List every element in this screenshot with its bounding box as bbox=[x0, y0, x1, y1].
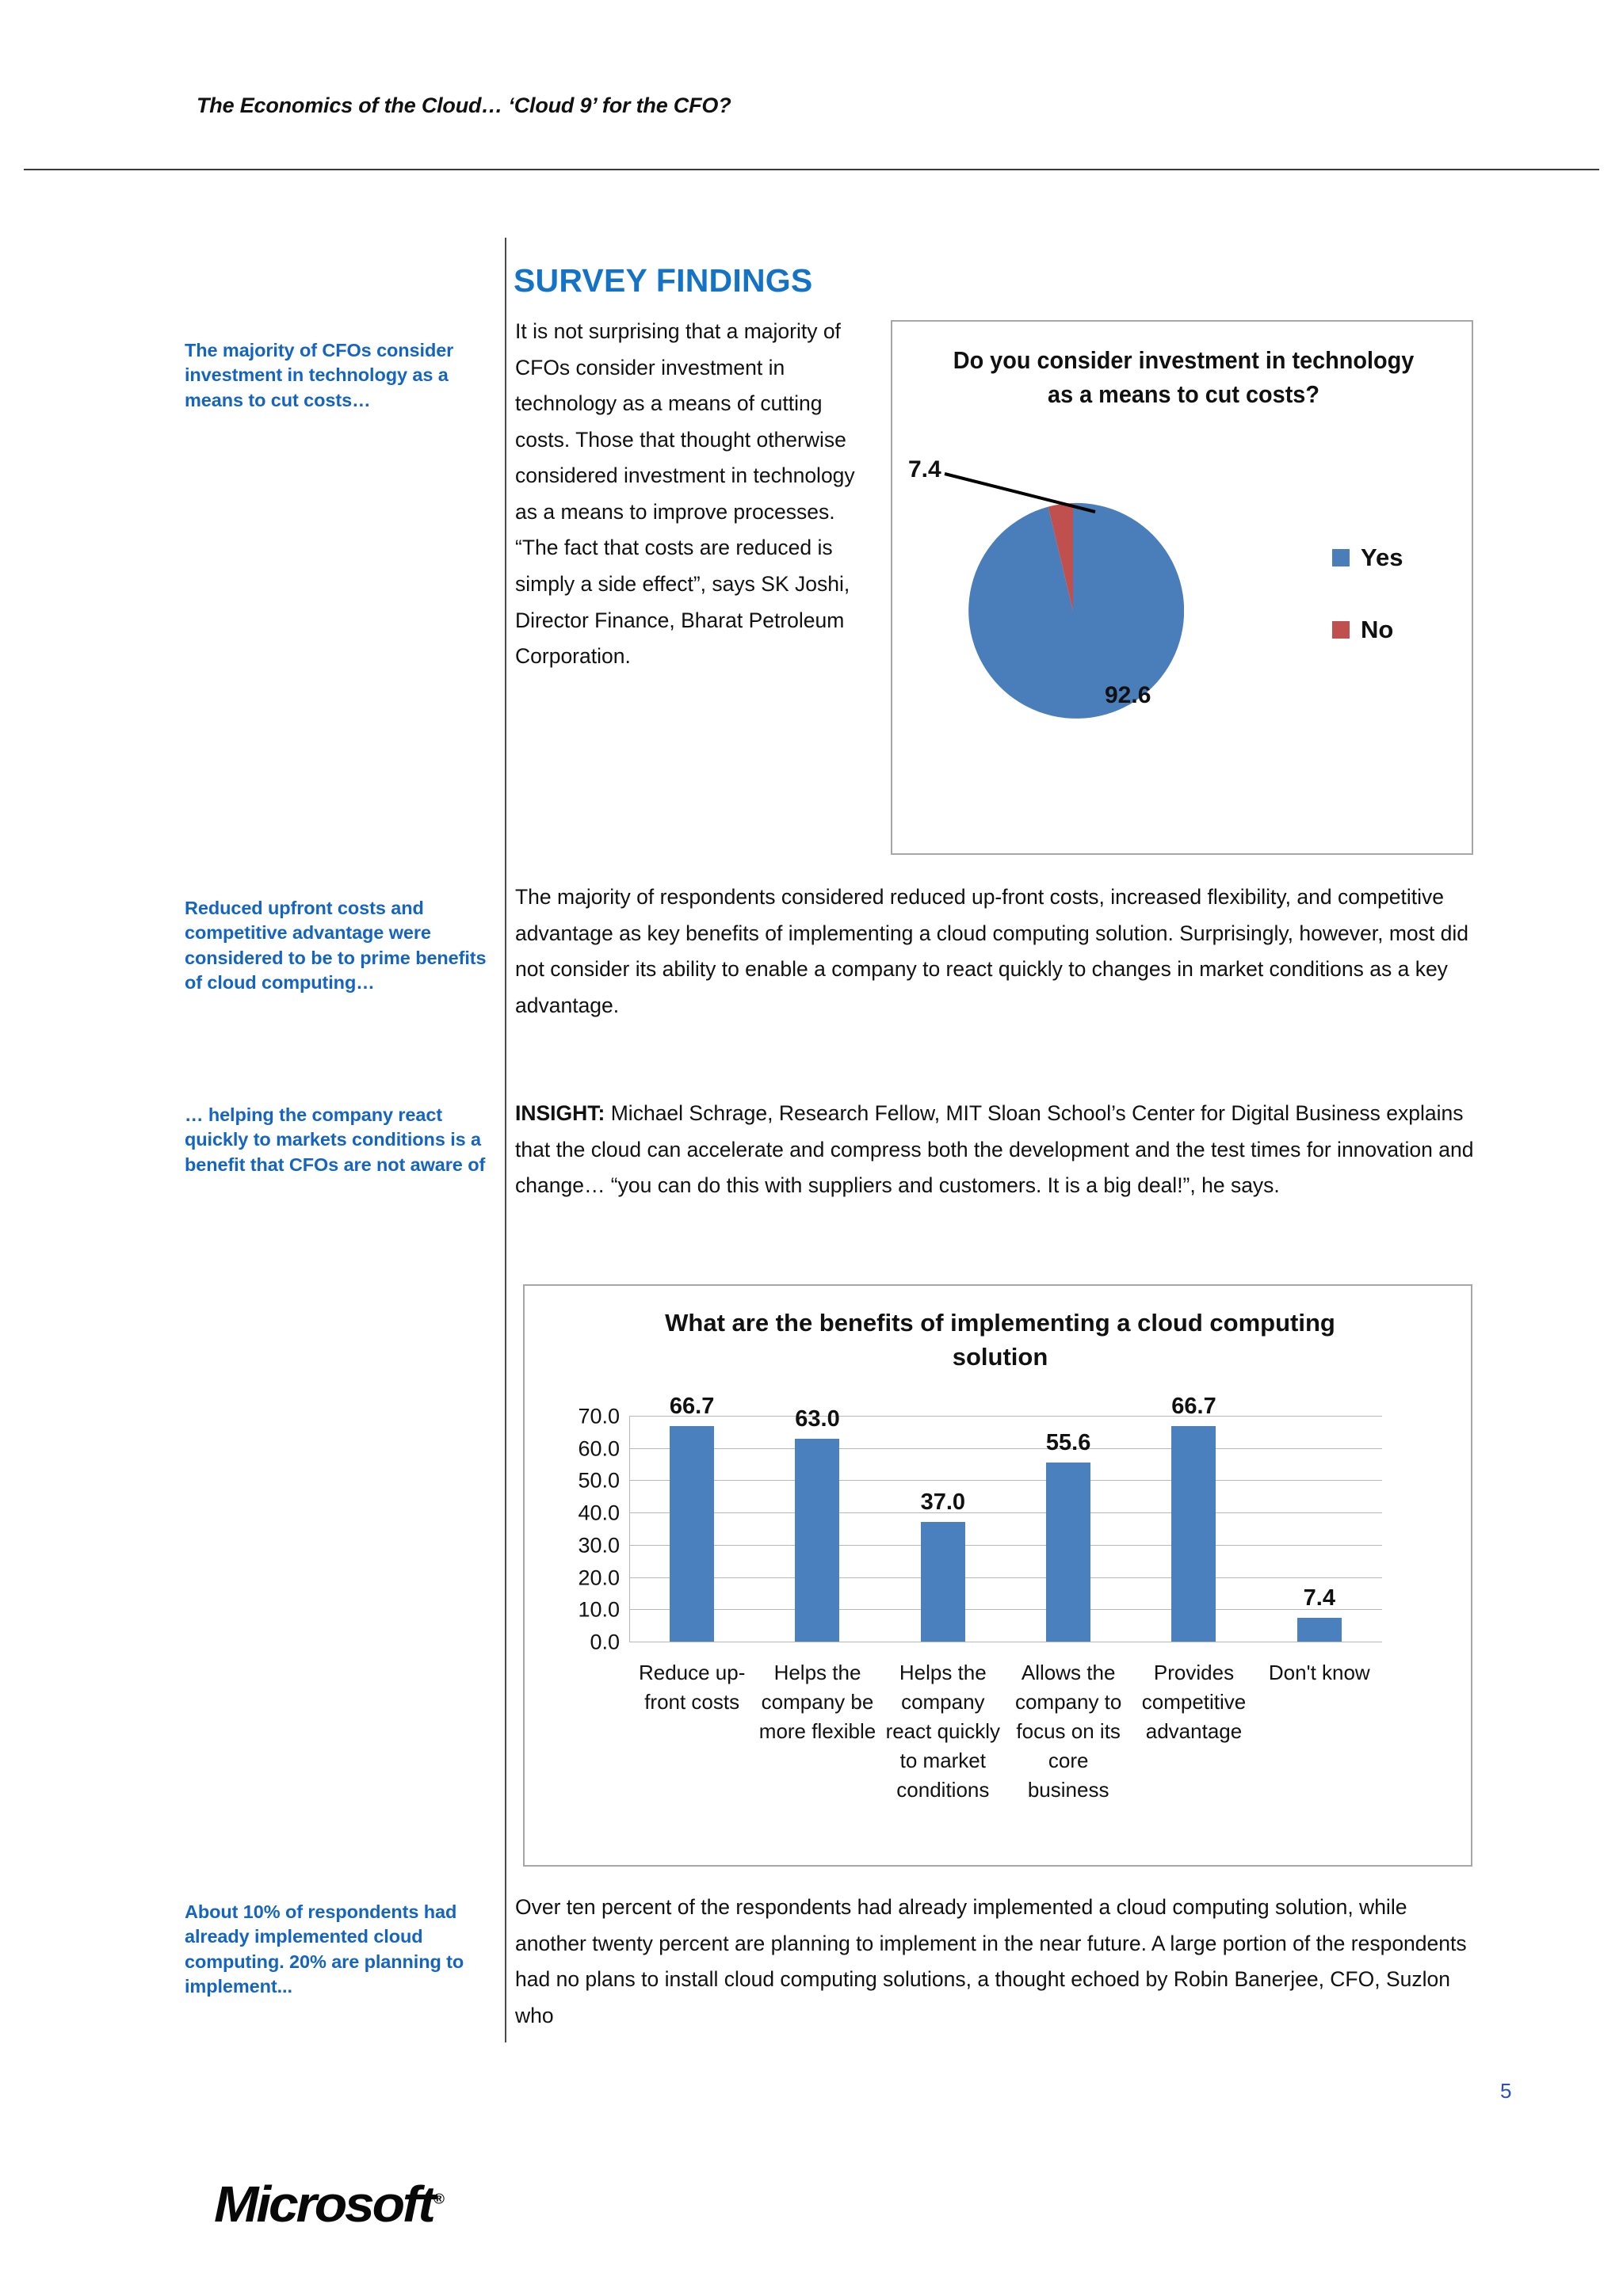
bar-chart-plot-area bbox=[578, 1394, 1382, 1654]
x-axis-category-label: Helps the company be more flexible bbox=[758, 1661, 876, 1743]
column-divider-rule bbox=[505, 238, 506, 2042]
bar bbox=[1171, 1426, 1216, 1642]
bar-column bbox=[1131, 1394, 1256, 1642]
x-axis-category-label: Don't know bbox=[1268, 1661, 1370, 1684]
legend-swatch-icon-yes bbox=[1332, 549, 1350, 566]
logo-wordmark: Microsoft bbox=[214, 2176, 433, 2233]
bar-value-label: 37.0 bbox=[920, 1489, 966, 1516]
page-number: 5 bbox=[1500, 2079, 1512, 2103]
bar-column bbox=[629, 1394, 754, 1642]
bar-column bbox=[754, 1405, 880, 1642]
document-header bbox=[0, 0, 1623, 170]
margin-note-cut-costs: The majority of CFOs consider investment in technology as a means to cut costs… bbox=[185, 340, 454, 410]
x-axis-category-label: Helps the company react quickly to market conditions bbox=[885, 1661, 1001, 1802]
paragraph-adoption: Over ten percent of the respondents had already implemented a cloud computing solution, while another twenty percent are planning to implement in the near future. A large portion of the respondents had no plans to install cloud computing solutions, a thought echoed by Robin Banerjee, CFO, Suzlon who bbox=[515, 1895, 1467, 2027]
bar-chart-title: What are the benefits of implementing a cloud computing solution bbox=[665, 1309, 1335, 1371]
legend-label-no: No bbox=[1361, 616, 1394, 643]
bar bbox=[1297, 1618, 1342, 1642]
y-axis-tick-label: 50.0 bbox=[578, 1468, 620, 1493]
pie-data-label-yes: 92.6 bbox=[1105, 682, 1151, 708]
page-title: SURVEY FINDINGS bbox=[514, 262, 813, 299]
header-divider-rule bbox=[24, 169, 1599, 170]
y-axis-tick-label: 20.0 bbox=[578, 1566, 620, 1590]
legend-item-no bbox=[1332, 616, 1451, 644]
bar-column bbox=[880, 1416, 1006, 1642]
x-axis-category-label: Reduce up-front costs bbox=[638, 1661, 746, 1714]
bar-column bbox=[1006, 1416, 1131, 1642]
bar-column bbox=[1257, 1416, 1382, 1642]
y-axis-tick-label: 0.0 bbox=[590, 1630, 620, 1654]
x-axis-category-label: Provides competitive advantage bbox=[1141, 1661, 1247, 1743]
bar bbox=[921, 1522, 965, 1642]
insight-label: INSIGHT: bbox=[515, 1101, 605, 1125]
paragraph-intro: It is not surprising that a majority of CFOs consider investment in technology as a means of cutting costs. Those that thought otherwise considered investment in technology as a means to improve processes. “The fact that costs are reduced is simply a side effect”, says SK Joshi, Director Finance, Bharat Petroleum Corporation. bbox=[515, 319, 855, 669]
insight-body: Michael Schrage, Research Fellow, MIT Sloan School’s Center for Digital Business explains that the cloud can accelerate and compress both the development and the test times for innovation and change… “you can do this with suppliers and customers. It is a big deal!”, he says. bbox=[515, 1101, 1474, 1198]
bar-value-label: 7.4 bbox=[1303, 1585, 1335, 1611]
x-axis-category-labels bbox=[629, 1658, 1382, 1848]
registered-trademark-icon: ® bbox=[433, 2191, 445, 2207]
x-axis-category-label: Allows the company to focus on its core business bbox=[1014, 1661, 1122, 1802]
margin-note-react-quickly: … helping the company react quickly to markets conditions is a benefit that CFOs are not aware of bbox=[185, 1104, 486, 1175]
y-axis-tick-label: 30.0 bbox=[578, 1533, 620, 1558]
paragraph-insight bbox=[515, 1096, 1484, 1204]
bar bbox=[1046, 1463, 1090, 1642]
legend-item-yes bbox=[1332, 543, 1451, 572]
bar-value-label: 63.0 bbox=[795, 1405, 840, 1432]
pie-chart-title: Do you consider investment in technology as a means to cut costs? bbox=[953, 346, 1415, 408]
bar-chart-figure bbox=[523, 1284, 1472, 1867]
bar bbox=[670, 1426, 714, 1642]
y-axis-tick-label: 70.0 bbox=[578, 1404, 620, 1428]
y-axis-tick-label: 60.0 bbox=[578, 1436, 620, 1461]
margin-note-prime-benefits: Reduced upfront costs and competitive advantage were considered to be to prime benefits of cloud computing… bbox=[185, 898, 487, 993]
pie-callout-label-no: 7.4 bbox=[908, 456, 941, 482]
bar-value-label: 66.7 bbox=[669, 1394, 715, 1420]
margin-note-adoption-rates: About 10% of respondents had already implemented cloud computing. 20% are planning to implement... bbox=[185, 1901, 464, 1997]
paragraph-benefits: The majority of respondents considered reduced up-front costs, increased flexibility, and competitive advantage as key benefits of implementing a cloud computing solution. Surprisingly, however, most did not consider its ability to enable a company to react quickly to changes in market conditions as a key advantage. bbox=[515, 885, 1468, 1017]
y-axis-tick-label: 10.0 bbox=[578, 1597, 620, 1622]
bar bbox=[795, 1439, 839, 1642]
pie-chart-legend bbox=[1332, 543, 1451, 688]
legend-swatch-icon-no bbox=[1332, 621, 1350, 639]
pie-callout-leader-line bbox=[940, 469, 1098, 517]
y-axis-tick-label: 40.0 bbox=[578, 1501, 620, 1525]
bar-value-label: 66.7 bbox=[1171, 1394, 1216, 1420]
bars-group bbox=[629, 1394, 1382, 1642]
header-title: The Economics of the Cloud… ‘Cloud 9’ for the CFO? bbox=[197, 93, 731, 117]
microsoft-logo bbox=[214, 2175, 445, 2233]
legend-label-yes: Yes bbox=[1361, 543, 1403, 571]
bar-value-label: 55.6 bbox=[1045, 1429, 1091, 1455]
pie-chart-figure bbox=[891, 320, 1473, 855]
